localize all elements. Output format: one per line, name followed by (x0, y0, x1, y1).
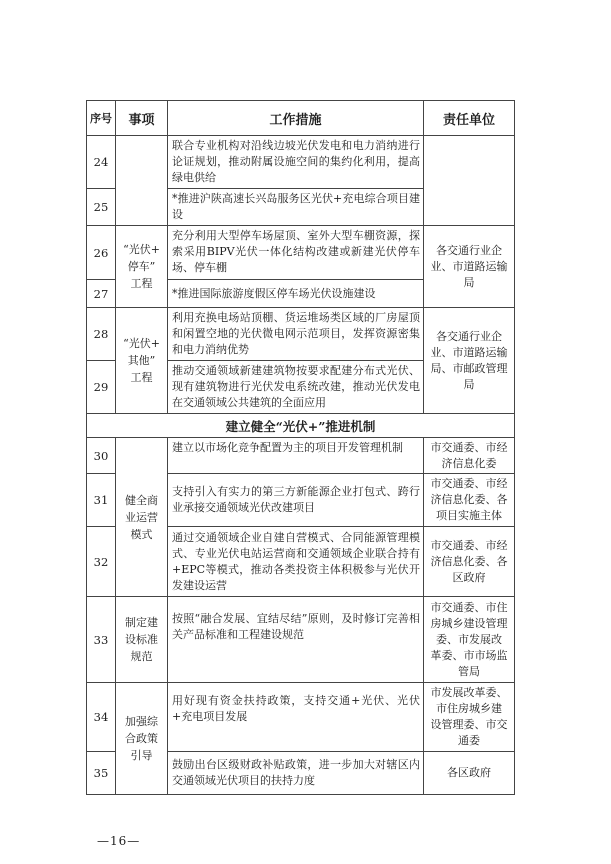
unit-line: 各交通行业企 (436, 243, 502, 257)
unit-cell-empty (424, 136, 515, 226)
table-row (87, 597, 515, 683)
topic-business (116, 438, 168, 597)
unit-line: 局 (463, 377, 475, 391)
section-title: 建立健全“光伏+”推进机制 (87, 414, 515, 438)
row-unit (424, 474, 515, 527)
measures-table (86, 100, 515, 795)
topic-cell-empty (116, 136, 168, 226)
row-measure: 鼓励出台区级财政补贴政策，进一步加大对辖区内交通领域光伏项目的扶持力度 (168, 752, 424, 795)
topic-line: 规范 (130, 650, 153, 663)
row-number: 34 (87, 683, 116, 752)
unit-line: 局 (463, 275, 475, 289)
row-unit (424, 597, 515, 683)
row-measure: 利用充换电场站顶棚、货运堆场类区域的厂房屋顶和闲置空地的光伏微电网示范项目，发挥资源密集和电力消纳优势 (168, 308, 424, 361)
topic-line: 加强综 (125, 715, 158, 728)
header-measure: 工作措施 (168, 101, 424, 136)
row-measure: 推动交通领域新建建筑物按要求配建分布式光伏、现有建筑物进行光伏发电系统改建，推动光伏发电在交通领域公共建筑的全面应用 (168, 361, 424, 414)
unit-line: 委、市发展改 (436, 632, 502, 646)
row-number: 28 (87, 308, 116, 361)
unit-line: 市发展改革委、 (430, 686, 508, 699)
unit-line: 区政府 (452, 570, 486, 584)
row-number: 26 (87, 226, 116, 280)
row-unit (424, 438, 515, 474)
topic-policy (116, 683, 168, 795)
topic-line: “光伏+ (123, 337, 160, 350)
row-unit (424, 683, 515, 752)
topic-line: 健全商 (125, 493, 158, 507)
topic-line: 业运营 (125, 510, 158, 524)
unit-line: 革委、市市场监 (430, 648, 508, 662)
topic-line: 设标准 (125, 633, 158, 646)
page-number: —16— (97, 834, 141, 848)
row-unit (424, 752, 515, 795)
unit-line: 业、市道路运输 (430, 345, 508, 359)
row-number: 29 (87, 361, 116, 414)
unit-line: 房城乡建设管理 (430, 616, 508, 630)
unit-line: 市交通委、市住 (430, 600, 508, 614)
table-row (87, 308, 515, 361)
row-measure: 用好现有资金扶持政策，支持交通+光伏、光伏+充电项目发展 (168, 683, 424, 752)
unit-line: 设管理委、市交 (430, 718, 508, 731)
row-number: 25 (87, 189, 116, 226)
unit-line: 市交通委、市经 (430, 440, 508, 454)
row-number: 31 (87, 474, 116, 527)
unit-line: 各区政府 (447, 766, 491, 779)
unit-parking (424, 226, 515, 308)
topic-line: 合政策 (125, 732, 158, 745)
unit-line: 市交通委、市经 (430, 538, 508, 552)
topic-line: 引导 (130, 749, 153, 762)
header-topic: 事项 (116, 101, 168, 136)
header-unit: 责任单位 (424, 101, 515, 136)
row-number: 32 (87, 527, 116, 597)
unit-line: 济信息化委 (441, 456, 497, 470)
row-measure: *推进国际旅游度假区停车场光伏设施建设 (168, 280, 424, 308)
unit-line: 各交通行业企 (436, 329, 502, 343)
unit-line: 市交通委、市经 (430, 477, 508, 490)
unit-line: 管局 (458, 664, 480, 678)
unit-line: 项目实施主体 (436, 509, 502, 522)
row-measure: 联合专业机构对沿线边坡光伏发电和电力消纳进行论证规划，推动附属设施空间的集约化利用，提高绿电供给 (168, 136, 424, 189)
row-measure: 按照“融合发展、宜结尽结”原则，及时修订完善相关产品标准和工程建设规范 (168, 597, 424, 683)
row-number: 24 (87, 136, 116, 189)
row-measure: 建立以市场化竞争配置为主的项目开发管理机制 (168, 438, 424, 474)
row-number: 30 (87, 438, 116, 474)
row-number: 33 (87, 597, 116, 683)
unit-line: 济信息化委、各 (430, 554, 508, 568)
topic-line: 工程 (130, 277, 153, 290)
table-row (87, 683, 515, 752)
table-header-row (87, 101, 515, 136)
table-row (87, 226, 515, 280)
row-number: 35 (87, 752, 116, 795)
row-number: 27 (87, 280, 116, 308)
topic-line: “光伏+ (123, 243, 160, 256)
topic-standards (116, 597, 168, 683)
row-measure: 充分利用大型停车场屋顶、室外大型车棚资源，探索采用BIPV光伏一体化结构改建或新建光伏停车场、停车棚 (168, 226, 424, 280)
row-measure: *推进沪陕高速长兴岛服务区光伏+充电综合项目建设 (168, 189, 424, 226)
topic-line: 制定建 (125, 616, 158, 629)
section-row (87, 414, 515, 438)
unit-other (424, 308, 515, 414)
row-measure: 支持引入有实力的第三方新能源企业打包式、跨行业承接交通领域光伏改建项目 (168, 474, 424, 527)
topic-other (116, 308, 168, 414)
unit-line: 局、市邮政管理 (430, 361, 508, 375)
table-row (87, 136, 515, 189)
topic-line: 模式 (130, 527, 153, 541)
unit-line: 济信息化委、各 (430, 493, 508, 506)
row-unit (424, 527, 515, 597)
unit-line: 市住房城乡建 (436, 702, 502, 715)
unit-line: 业、市道路运输 (430, 259, 508, 273)
topic-line: 停车” (127, 260, 156, 273)
topic-line: 工程 (130, 371, 153, 384)
table-row (87, 438, 515, 474)
unit-line: 通委 (458, 734, 480, 747)
topic-line: 其他” (127, 354, 156, 367)
topic-parking (116, 226, 168, 308)
row-measure: 通过交通领域企业自建自营模式、合同能源管理模式、专业光伏电站运营商和交通领域企业联合持有+EPC等模式，推动各类投资主体积极参与光伏开发建设运营 (168, 527, 424, 597)
header-num: 序号 (87, 101, 116, 136)
